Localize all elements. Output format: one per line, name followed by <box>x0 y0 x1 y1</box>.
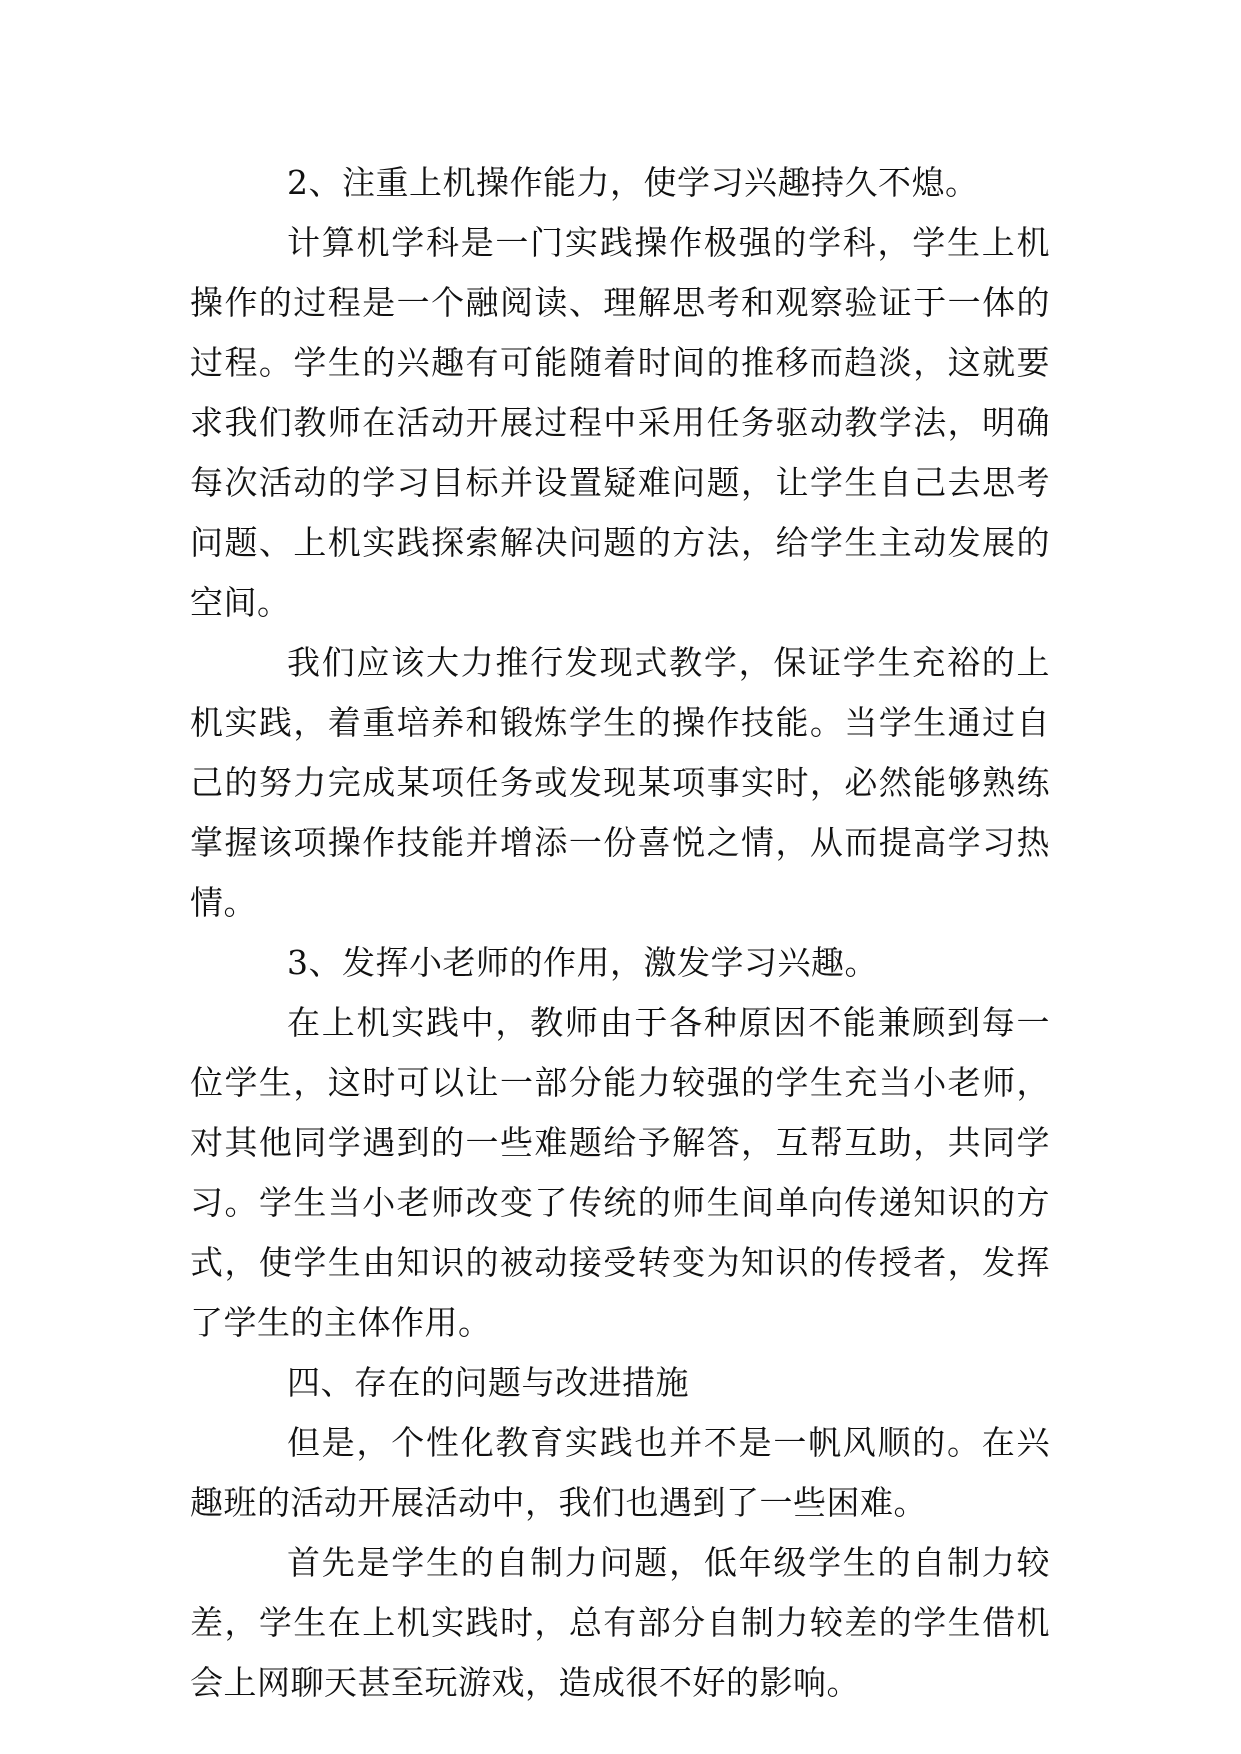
paragraph: 我们应该大力推行发现式教学，保证学生充裕的上机实践，着重培养和锻炼学生的操作技能。当学生通过自己的努力完成某项任务或发现某项事实时，必然能够熟练掌握该项操作技能并增添一份喜悦之情，从而提高学习热情。 <box>190 643 1050 922</box>
paragraph: 首先是学生的自制力问题，低年级学生的自制力较差，学生在上机实践时，总有部分自制力较差的学生借机会上网聊天甚至玩游戏，造成很不好的影响。 <box>190 1543 1050 1702</box>
section-heading: 四、存在的问题与改进措施 <box>287 1363 689 1402</box>
paragraph: 但是，个性化教育实践也并不是一帆风顺的。在兴趣班的活动开展活动中，我们也遇到了一些困难。 <box>190 1423 1050 1522</box>
document-body <box>190 153 1050 1713</box>
paragraph: 计算机学科是一门实践操作极强的学科，学生上机操作的过程是一个融阅读、理解思考和观察验证于一体的过程。学生的兴趣有可能随着时间的推移而趋淡，这就要求我们教师在活动开展过程中采用任务驱动教学法，明确每次活动的学习目标并设置疑难问题，让学生自己去思考问题、上机实践探索解决问题的方法，给学生主动发展的空间。 <box>190 223 1050 622</box>
paragraph-heading-3: 3、发挥小老师的作用，激发学习兴趣。 <box>287 943 878 982</box>
paragraph: 在上机实践中，教师由于各种原因不能兼顾到每一位学生，这时可以让一部分能力较强的学生充当小老师，对其他同学遇到的一些难题给予解答，互帮互助，共同学习。学生当小老师改变了传统的师生间单向传递知识的方式，使学生由知识的被动接受转变为知识的传授者，发挥了学生的主体作用。 <box>190 1003 1050 1342</box>
paragraph-heading-2: 2、注重上机操作能力，使学习兴趣持久不熄。 <box>287 163 979 202</box>
